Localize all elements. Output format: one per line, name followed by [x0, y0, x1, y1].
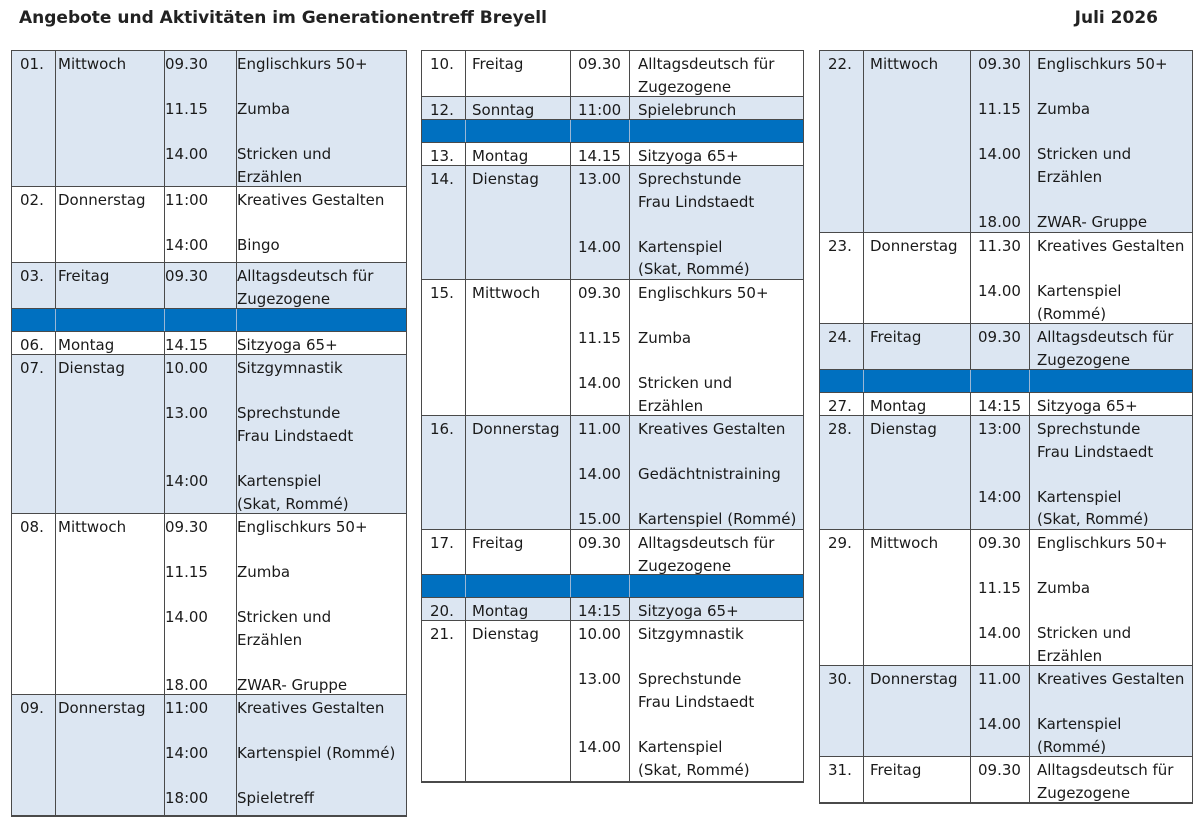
- activity-name: Sprechstunde: [237, 404, 341, 423]
- day-row: [12, 695, 406, 815]
- column-divider: [465, 575, 466, 597]
- column-divider: [1029, 233, 1030, 323]
- time-slot: 11.15: [165, 100, 208, 119]
- column-divider: [465, 416, 466, 529]
- time-slot: 14.00: [578, 374, 621, 393]
- time-slot: 11.15: [978, 579, 1021, 598]
- activity-name: Zugezogene: [638, 77, 732, 96]
- activity-name: Gedächtnistraining: [638, 465, 781, 484]
- day-row: [12, 51, 406, 187]
- day-number: 15.: [430, 284, 454, 302]
- column-divider: [970, 324, 971, 369]
- time-slot: 14.00: [978, 145, 1021, 164]
- activity-name: Englischkurs 50+: [1037, 55, 1168, 73]
- day-row: [422, 280, 803, 416]
- day-number: 21.: [430, 625, 454, 643]
- column-divider: [55, 695, 56, 815]
- activity-name: Spieletreff: [237, 789, 315, 808]
- day-number: 22.: [828, 55, 852, 73]
- activity-name: Erzählen: [1037, 647, 1103, 665]
- column-divider: [55, 355, 56, 513]
- weekday: Dienstag: [472, 170, 539, 188]
- day-number: 29.: [828, 534, 852, 552]
- column-divider: [1029, 666, 1030, 756]
- day-row: [422, 416, 803, 530]
- time-slot: 13.00: [578, 170, 621, 188]
- day-number: 06.: [20, 336, 44, 354]
- time-slot: 18.00: [978, 213, 1021, 232]
- weekday: Montag: [472, 602, 529, 620]
- time-slot: 13.00: [165, 404, 208, 423]
- time-slot: 09.30: [165, 518, 208, 536]
- day-row: [422, 530, 803, 575]
- column-divider: [970, 370, 971, 392]
- time-slot: 14:00: [165, 236, 209, 255]
- time-slot: 13.00: [578, 670, 621, 689]
- weekday: Dienstag: [472, 625, 539, 643]
- activity-name: Frau Lindstaedt: [1037, 442, 1154, 461]
- day-number: 23.: [828, 237, 852, 255]
- time-slot: 09.30: [578, 534, 621, 552]
- column-divider: [863, 666, 864, 756]
- column-divider: [465, 143, 466, 165]
- time-slot: 14.00: [978, 282, 1021, 301]
- day-number: 20.: [430, 602, 454, 620]
- column-divider: [863, 757, 864, 802]
- activity-name: Kreatives Gestalten: [237, 699, 385, 717]
- column-divider: [55, 263, 56, 308]
- time-slot: 09.30: [578, 284, 621, 302]
- weekday: Donnerstag: [472, 420, 560, 438]
- column-divider: [1029, 393, 1030, 415]
- weekday: Freitag: [472, 55, 524, 73]
- activity-name: Zumba: [638, 329, 692, 348]
- time-slot: 10.00: [578, 625, 621, 643]
- activity-name: Bingo: [237, 236, 280, 255]
- week-separator: [422, 120, 803, 143]
- day-number: 30.: [828, 670, 852, 688]
- column-divider: [465, 621, 466, 781]
- time-slot: 14.00: [165, 145, 208, 164]
- activity-name: Kartenspiel (Rommé): [237, 744, 396, 763]
- activity-name: Sitzyoga 65+: [1037, 397, 1138, 415]
- day-number: 16.: [430, 420, 454, 438]
- time-slot: 15.00: [578, 510, 621, 529]
- time-slot: 14:00: [978, 487, 1022, 506]
- column-divider: [629, 120, 630, 142]
- column-divider: [465, 530, 466, 574]
- time-slot: 14.00: [165, 608, 208, 627]
- weekday: Sonntag: [472, 101, 535, 119]
- column-divider: [570, 621, 571, 781]
- column-divider: [863, 370, 864, 392]
- activity-name: Zumba: [237, 563, 291, 582]
- column-divider: [629, 166, 630, 279]
- activity-name: Zumba: [1037, 100, 1091, 119]
- day-row: [422, 143, 803, 166]
- activity-name: Sitzgymnastik: [638, 625, 744, 643]
- activity-name: Stricken und: [237, 145, 332, 164]
- activity-name: Alltagsdeutsch für: [1037, 761, 1174, 779]
- column-divider: [570, 143, 571, 165]
- day-row: [12, 332, 406, 355]
- time-slot: 11.15: [578, 329, 621, 348]
- week-separator: [422, 575, 803, 598]
- day-row: [820, 233, 1192, 324]
- day-number: 27.: [828, 397, 852, 415]
- time-slot: 11:00: [165, 191, 209, 209]
- column-divider: [629, 530, 630, 574]
- time-slot: 14.15: [578, 147, 621, 165]
- weekday: Freitag: [870, 761, 922, 779]
- day-number: 03.: [20, 267, 44, 285]
- schedule-column: [421, 50, 804, 783]
- activity-name: (Skat, Rommé): [638, 760, 750, 779]
- activity-name: Erzählen: [1037, 168, 1103, 186]
- column-divider: [465, 598, 466, 620]
- column-divider: [164, 514, 165, 694]
- column-divider: [863, 530, 864, 665]
- day-number: 17.: [430, 534, 454, 552]
- day-number: 13.: [430, 147, 454, 165]
- column-divider: [863, 416, 864, 529]
- column-divider: [629, 575, 630, 597]
- column-divider: [970, 416, 971, 529]
- column-divider: [863, 233, 864, 323]
- column-divider: [970, 666, 971, 756]
- column-divider: [863, 51, 864, 232]
- column-divider: [465, 166, 466, 279]
- column-divider: [465, 97, 466, 119]
- column-divider: [570, 575, 571, 597]
- column-divider: [1029, 416, 1030, 529]
- activity-name: Frau Lindstaedt: [237, 426, 354, 445]
- weekday: Mittwoch: [472, 284, 541, 302]
- activity-name: Sprechstunde: [638, 170, 742, 188]
- time-slot: 14.00: [978, 624, 1021, 643]
- activity-name: Erzählen: [237, 168, 303, 186]
- day-number: 10.: [430, 55, 454, 73]
- time-slot: 09.30: [165, 55, 208, 73]
- activity-name: Kreatives Gestalten: [1037, 670, 1185, 688]
- day-row: [820, 51, 1192, 233]
- activity-name: Zumba: [1037, 579, 1091, 598]
- column-divider: [1029, 324, 1030, 369]
- column-divider: [570, 120, 571, 142]
- time-slot: 09.30: [978, 55, 1021, 73]
- activity-name: Kartenspiel: [638, 738, 723, 756]
- time-slot: 14.15: [165, 336, 208, 354]
- activity-name: Englischkurs 50+: [1037, 534, 1168, 552]
- time-slot: 10.00: [165, 359, 208, 377]
- activity-name: Kartenspiel: [1037, 715, 1122, 734]
- time-slot: 14:00: [165, 472, 209, 490]
- weekday: Mittwoch: [58, 518, 127, 536]
- activity-name: Erzählen: [638, 397, 704, 415]
- column-divider: [629, 51, 630, 96]
- schedule-column: [11, 50, 407, 817]
- column-divider: [629, 143, 630, 165]
- activity-name: Alltagsdeutsch für: [1037, 328, 1174, 346]
- day-row: [820, 416, 1192, 530]
- activity-name: Zugezogene: [1037, 783, 1131, 802]
- column-divider: [55, 514, 56, 694]
- time-slot: 11.00: [978, 670, 1021, 688]
- activity-name: Kartenspiel: [638, 237, 723, 256]
- day-row: [12, 187, 406, 263]
- day-number: 12.: [430, 101, 454, 119]
- column-divider: [570, 97, 571, 119]
- activity-name: Zumba: [237, 100, 291, 119]
- activity-name: Stricken und: [1037, 624, 1132, 643]
- activity-name: Kartenspiel (Rommé): [638, 510, 797, 529]
- time-slot: 14:15: [978, 397, 1022, 415]
- column-divider: [55, 309, 56, 331]
- day-number: 07.: [20, 359, 44, 377]
- column-divider: [465, 120, 466, 142]
- activity-name: Stricken und: [638, 374, 733, 393]
- time-slot: 09.30: [978, 328, 1021, 346]
- day-number: 02.: [20, 191, 44, 209]
- activity-name: (Skat, Rommé): [237, 494, 349, 513]
- activity-name: Zugezogene: [237, 289, 331, 308]
- weekday: Montag: [870, 397, 927, 415]
- page-title: Angebote und Aktivitäten im Generationentreff Breyell: [19, 8, 547, 28]
- column-divider: [55, 51, 56, 186]
- activity-name: Sitzyoga 65+: [638, 602, 739, 620]
- column-divider: [1029, 530, 1030, 665]
- activity-name: Erzählen: [237, 631, 303, 649]
- activity-name: Kreatives Gestalten: [1037, 237, 1185, 255]
- weekday: Montag: [472, 147, 529, 165]
- column-divider: [465, 51, 466, 96]
- time-slot: 18.00: [165, 676, 208, 695]
- weekday: Donnerstag: [870, 670, 958, 688]
- column-divider: [55, 332, 56, 354]
- day-row: [422, 166, 803, 280]
- column-divider: [570, 530, 571, 574]
- activity-name: Zugezogene: [1037, 350, 1131, 369]
- day-row: [12, 263, 406, 309]
- day-row: [820, 757, 1192, 802]
- time-slot: 09.30: [978, 534, 1021, 552]
- column-divider: [629, 621, 630, 781]
- weekday: Donnerstag: [870, 237, 958, 255]
- activity-name: Kartenspiel: [1037, 282, 1122, 301]
- column-divider: [570, 598, 571, 620]
- activity-name: Zugezogene: [638, 556, 732, 575]
- time-slot: 14.00: [978, 715, 1021, 734]
- activity-name: Sitzgymnastik: [237, 359, 343, 377]
- day-row: [820, 530, 1192, 666]
- activity-name: Kreatives Gestalten: [638, 420, 786, 438]
- activity-name: (Skat, Rommé): [638, 260, 750, 279]
- column-divider: [970, 757, 971, 802]
- day-number: 31.: [828, 761, 852, 779]
- column-divider: [1029, 757, 1030, 802]
- column-divider: [1029, 370, 1030, 392]
- time-slot: 14:00: [165, 744, 209, 763]
- time-slot: 11.00: [578, 420, 621, 438]
- column-divider: [570, 280, 571, 415]
- activity-name: (Skat, Rommé): [1037, 510, 1149, 529]
- day-row: [422, 621, 803, 781]
- activity-name: Englischkurs 50+: [638, 284, 769, 302]
- column-divider: [465, 280, 466, 415]
- day-row: [422, 51, 803, 97]
- activity-name: Kreatives Gestalten: [237, 191, 385, 209]
- column-divider: [863, 324, 864, 369]
- activity-name: Stricken und: [1037, 145, 1132, 164]
- column-divider: [970, 530, 971, 665]
- weekday: Mittwoch: [870, 55, 939, 73]
- day-number: 14.: [430, 170, 454, 188]
- activity-name: Kartenspiel: [1037, 487, 1122, 506]
- column-divider: [55, 187, 56, 262]
- activity-name: Kartenspiel: [237, 472, 322, 490]
- time-slot: 13:00: [978, 420, 1022, 438]
- time-slot: 09.30: [165, 267, 208, 285]
- activity-name: Alltagsdeutsch für: [638, 55, 775, 73]
- time-slot: 14:15: [578, 602, 622, 620]
- column-divider: [629, 598, 630, 620]
- column-divider: [570, 51, 571, 96]
- weekday: Freitag: [870, 328, 922, 346]
- activity-name: Englischkurs 50+: [237, 55, 368, 73]
- weekday: Dienstag: [870, 420, 937, 438]
- column-divider: [970, 51, 971, 232]
- day-row: [820, 393, 1192, 416]
- column-divider: [164, 309, 165, 331]
- activity-name: Sprechstunde: [638, 670, 742, 689]
- time-slot: 11.30: [978, 237, 1021, 255]
- column-divider: [970, 393, 971, 415]
- time-slot: 11.15: [165, 563, 208, 582]
- time-slot: 11:00: [165, 699, 209, 717]
- weekday: Montag: [58, 336, 115, 354]
- activity-name: Sprechstunde: [1037, 420, 1141, 438]
- day-row: [12, 514, 406, 695]
- time-slot: 14.00: [578, 237, 621, 256]
- day-number: 28.: [828, 420, 852, 438]
- week-separator: [12, 309, 406, 332]
- time-slot: 09.30: [978, 761, 1021, 779]
- time-slot: 18:00: [165, 789, 209, 808]
- month-label: Juli 2026: [1074, 8, 1158, 28]
- time-slot: 14.00: [578, 738, 621, 756]
- time-slot: 11.15: [978, 100, 1021, 119]
- day-number: 01.: [20, 55, 44, 73]
- activity-name: ZWAR- Gruppe: [237, 676, 348, 695]
- activity-name: Frau Lindstaedt: [638, 692, 755, 711]
- activity-name: Sitzyoga 65+: [638, 147, 739, 165]
- activity-name: Frau Lindstaedt: [638, 192, 755, 211]
- day-row: [422, 598, 803, 621]
- column-divider: [236, 514, 237, 694]
- column-divider: [236, 309, 237, 331]
- activity-name: Englischkurs 50+: [237, 518, 368, 536]
- activity-name: (Rommé): [1037, 737, 1107, 756]
- day-number: 08.: [20, 518, 44, 536]
- week-separator: [820, 370, 1192, 393]
- time-slot: 14.00: [578, 465, 621, 484]
- time-slot: 11:00: [578, 101, 622, 119]
- column-divider: [1029, 51, 1030, 232]
- day-row: [12, 355, 406, 514]
- day-row: [820, 324, 1192, 370]
- weekday: Donnerstag: [58, 191, 146, 209]
- weekday: Freitag: [58, 267, 110, 285]
- weekday: Freitag: [472, 534, 524, 552]
- activity-name: Spielebrunch: [638, 101, 737, 119]
- schedule-column: [819, 50, 1193, 804]
- day-number: 09.: [20, 699, 44, 717]
- day-row: [820, 666, 1192, 757]
- day-row: [422, 97, 803, 120]
- activity-name: Sitzyoga 65+: [237, 336, 338, 354]
- column-divider: [970, 233, 971, 323]
- column-divider: [629, 416, 630, 529]
- column-divider: [863, 393, 864, 415]
- activity-name: Alltagsdeutsch für: [638, 534, 775, 552]
- weekday: Donnerstag: [58, 699, 146, 717]
- weekday: Mittwoch: [58, 55, 127, 73]
- column-divider: [570, 166, 571, 279]
- column-divider: [629, 97, 630, 119]
- activity-name: (Rommé): [1037, 304, 1107, 323]
- weekday: Dienstag: [58, 359, 125, 377]
- activity-name: Alltagsdeutsch für: [237, 267, 374, 285]
- time-slot: 09.30: [578, 55, 621, 73]
- column-divider: [570, 416, 571, 529]
- activity-name: Stricken und: [237, 608, 332, 627]
- activity-name: ZWAR- Gruppe: [1037, 213, 1148, 232]
- weekday: Mittwoch: [870, 534, 939, 552]
- day-number: 24.: [828, 328, 852, 346]
- column-divider: [629, 280, 630, 415]
